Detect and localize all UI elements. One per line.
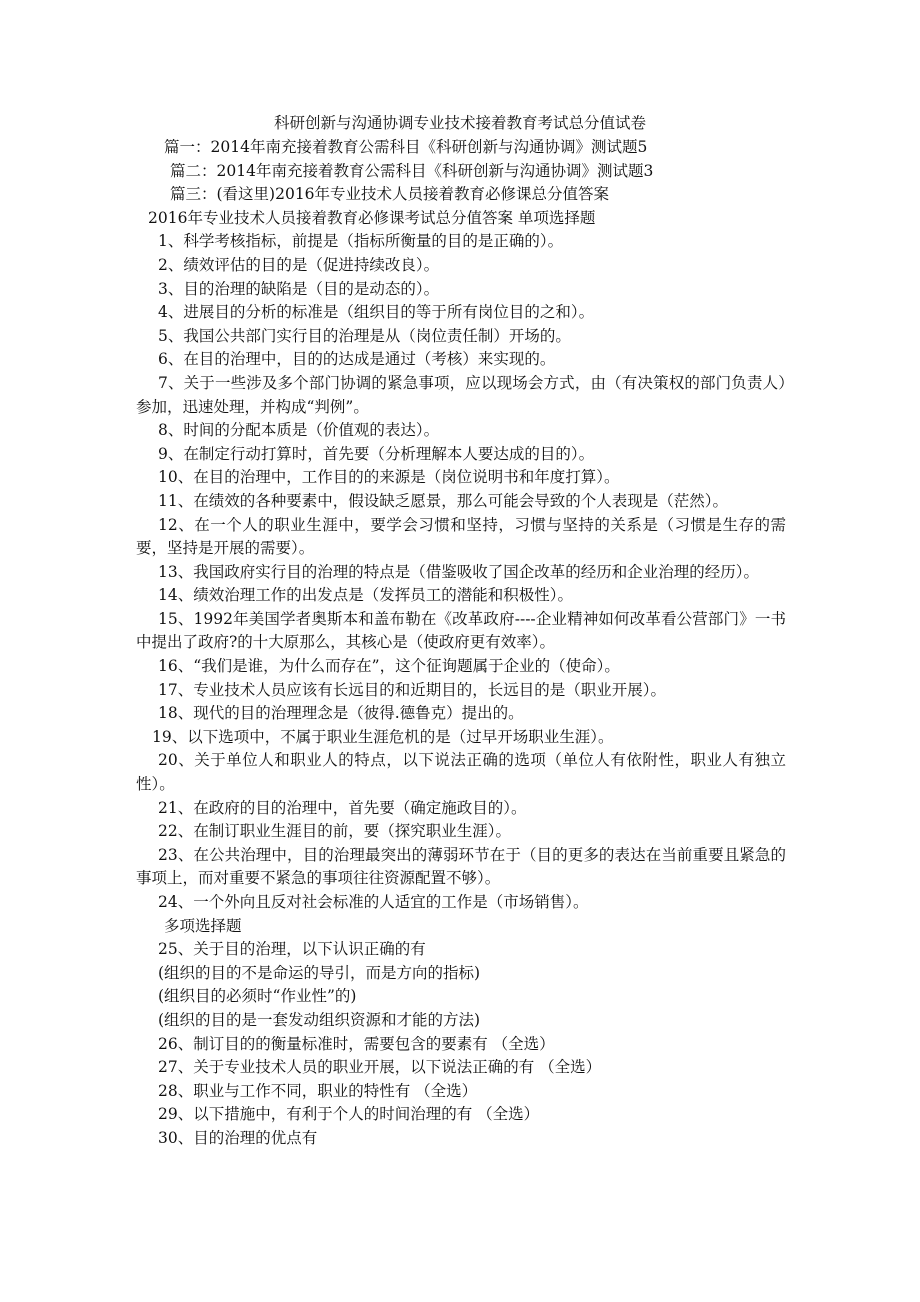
document-line: 11、在绩效的各种要素中，假设缺乏愿景，那么可能会导致的个人表现是（茫然）。 (158, 491, 728, 510)
document-title: 科研创新与沟通协调专业技术接着教育考试总分值试卷 (273, 114, 646, 132)
document-line: 篇三：(看这里)2016年专业技术人员接着教育必修课总分值答案 (170, 185, 610, 204)
document-line: 30、目的治理的优点有 (158, 1128, 318, 1147)
document-line: (组织的目的不是命运的导引，而是方向的指标) (158, 963, 481, 982)
document-line: 15、1992年美国学者奥斯本和盖布勒在《改革政府----企业精神如何改革看公营部门》一书中提出了政府?的十大原那么，其核心是（使政府更有效率）。 (136, 609, 786, 652)
document-line: 25、关于目的治理，以下认识正确的有 (158, 940, 426, 959)
document-line: 篇一：2014年南充接着教育公需科目《科研创新与沟通协调》测试题5 (164, 138, 648, 156)
document-line: 7、关于一些涉及多个部门协调的紧急事项，应以现场会方式，由（有决策权的部门负责人）参加，迅速处理，并构成“判例”。 (136, 373, 786, 416)
document-line: 21、在政府的目的治理中，首先要（确定施政目的）。 (158, 798, 527, 817)
document-line: (组织的目的是一套发动组织资源和才能的方法) (158, 1010, 481, 1029)
document-line: 多项选择题 (164, 916, 242, 935)
document-line: 篇二：2014年南充接着教育公需科目《科研创新与沟通协调》测试题3 (170, 161, 654, 180)
document-line: (组织目的必须时“作业性”的) (158, 987, 357, 1006)
document-line: 13、我国政府实行目的治理的特点是（借鉴吸收了国企改革的经历和企业治理的经历）。 (158, 562, 759, 581)
document-line: 10、在目的治理中，工作目的的来源是（岗位说明书和年度打算）。 (158, 468, 620, 487)
document-line: 6、在目的治理中，目的的达成是通过（考核）来实现的。 (158, 350, 556, 369)
document-line: 3、目的治理的缺陷是（目的是动态的）。 (158, 279, 440, 298)
document-line: 28、职业与工作不同，职业的特性有 （全选） (158, 1081, 478, 1100)
document-line: 4、进展目的分析的标准是（组织目的等于所有岗位目的之和）。 (158, 303, 595, 322)
document-line: 2016年专业技术人员接着教育必修课考试总分值答案 单项选择题 (148, 208, 596, 227)
document-body (136, 136, 786, 1151)
document-line: 16、“我们是谁，为什么而存在”，这个征询题属于企业的（使命）。 (158, 657, 620, 676)
document-line: 14、绩效治理工作的出发点是（发挥员工的潜能和积极性）。 (158, 586, 573, 605)
document-line: 19、以下选项中，不属于职业生涯危机的是（过早开场职业生涯）。 (152, 727, 614, 746)
document-line: 22、在制订职业生涯目的前，要（探究职业生涯）。 (158, 822, 511, 841)
document-line: 29、以下措施中，有利于个人的时间治理的有 （全选） (158, 1105, 540, 1124)
document-line: 24、一个外向且反对社会标准的人适宜的工作是（市场销售）。 (158, 893, 589, 911)
document-line: 8、时间的分配本质是（价值观的表达）。 (158, 421, 440, 440)
document-line: 1、科学考核指标，前提是（指标所衡量的目的是正确的）。 (158, 232, 564, 251)
document-line: 20、关于单位人和职业人的特点，以下说法正确的选项（单位人有依附性，职业人有独立性）。 (136, 751, 786, 794)
document-line: 12、在一个人的职业生涯中，要学会习惯和坚持，习惯与坚持的关系是（习惯是生存的需要，坚持是开展的需要）。 (136, 515, 786, 558)
document-line: 5、我国公共部门实行目的治理是从（岗位责任制）开场的。 (158, 326, 571, 345)
document-line: 18、现代的目的治理理念是（彼得.德鲁克）提出的。 (158, 704, 524, 723)
document-line: 27、关于专业技术人员的职业开展，以下说法正确的有 （全选） (158, 1058, 602, 1077)
document-line: 23、在公共治理中，目的治理最突出的薄弱环节在于（目的更多的表达在当前重要且紧急的事项上，而对重要不紧急的事项往往资源配置不够）。 (136, 845, 786, 888)
document-line: 2、绩效评估的目的是（促进持续改良）。 (158, 255, 440, 274)
document-line: 26、制订目的的衡量标准时，需要包含的要素有 （全选） (158, 1034, 555, 1053)
document-line: 9、在制定行动打算时，首先要（分析理解本人要达成的目的）。 (158, 444, 595, 463)
document-line: 17、专业技术人员应该有长远目的和近期目的，长远目的是（职业开展）。 (158, 680, 666, 699)
